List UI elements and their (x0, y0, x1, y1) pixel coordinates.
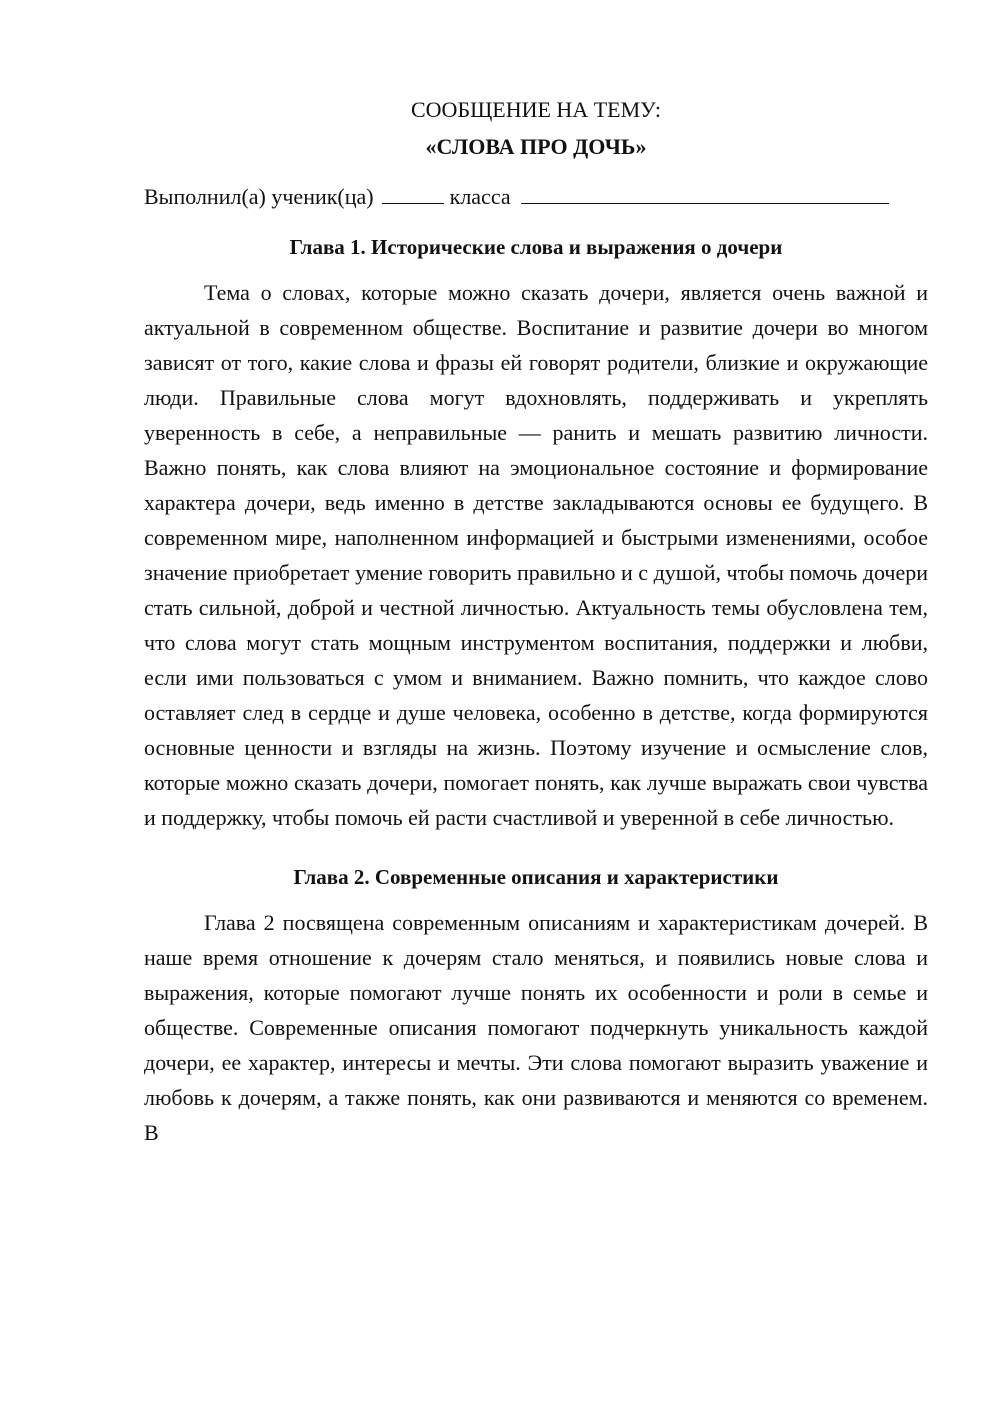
chapter-1-paragraph: Тема о словах, которые можно сказать дочери, является очень важной и актуальной в современном обществе. Воспитание и развитие дочери во многом зависят от того, какие слова и фразы ей говорят родители, близкие и окружающие люди. Правильные слова могут вдохновлять, поддерживать и укреплять уверенность в себе, а неправильные — ранить и мешать развитию личности. Важно понять, как слова влияют на эмоциональное состояние и формирование характера дочери, ведь именно в детстве закладываются основы ее будущего. В современном мире, наполненном информацией и быстрыми изменениями, особое значение приобретает умение говорить правильно и с душой, чтобы помочь дочери стать сильной, доброй и честной личностью. Актуальность темы обусловлена тем, что слова могут стать мощным инструментом воспитания, поддержки и любви, если ими пользоваться с умом и вниманием. Важно помнить, что каждое слово оставляет след в сердце и душе человека, особенно в детстве, когда формируются основные ценности и взгляды на жизнь. Поэтому изучение и осмысление слов, которые можно сказать дочери, помогает понять, как лучше выражать свои чувства и поддержку, чтобы помочь ей расти счастливой и уверенной в себе личностью. (144, 280, 928, 830)
document-page (144, 96, 928, 1150)
grade-blank (382, 183, 444, 204)
document-title: «СЛОВА ПРО ДОЧЬ» (425, 134, 647, 159)
chapter-2-paragraph: Глава 2 посвящена современным описаниям и характеристикам дочерей. В наше время отношение к дочерям стало меняться, и появились новые слова и выражения, которые помогают лучше понять их особенности и роли в семье и обществе. Современные описания помогают подчеркнуть уникальность каждой дочери, ее характер, интересы и мечты. Эти слова помогают выразить уважение и любовь к дочерям, а также понять, как они развиваются и меняются со временем. В (144, 910, 928, 1145)
author-line (144, 183, 928, 211)
chapter-2-heading: Глава 2. Современные описания и характеристики (293, 865, 779, 889)
class-label: класса (449, 184, 511, 209)
name-blank (521, 183, 889, 204)
performed-by-label: Выполнил(а) ученик(ца) (144, 184, 374, 209)
chapter-1-heading: Глава 1. Исторические слова и выражения о дочери (289, 235, 783, 259)
document-subtitle: СООБЩЕНИЕ НА ТЕМУ: (411, 97, 661, 122)
